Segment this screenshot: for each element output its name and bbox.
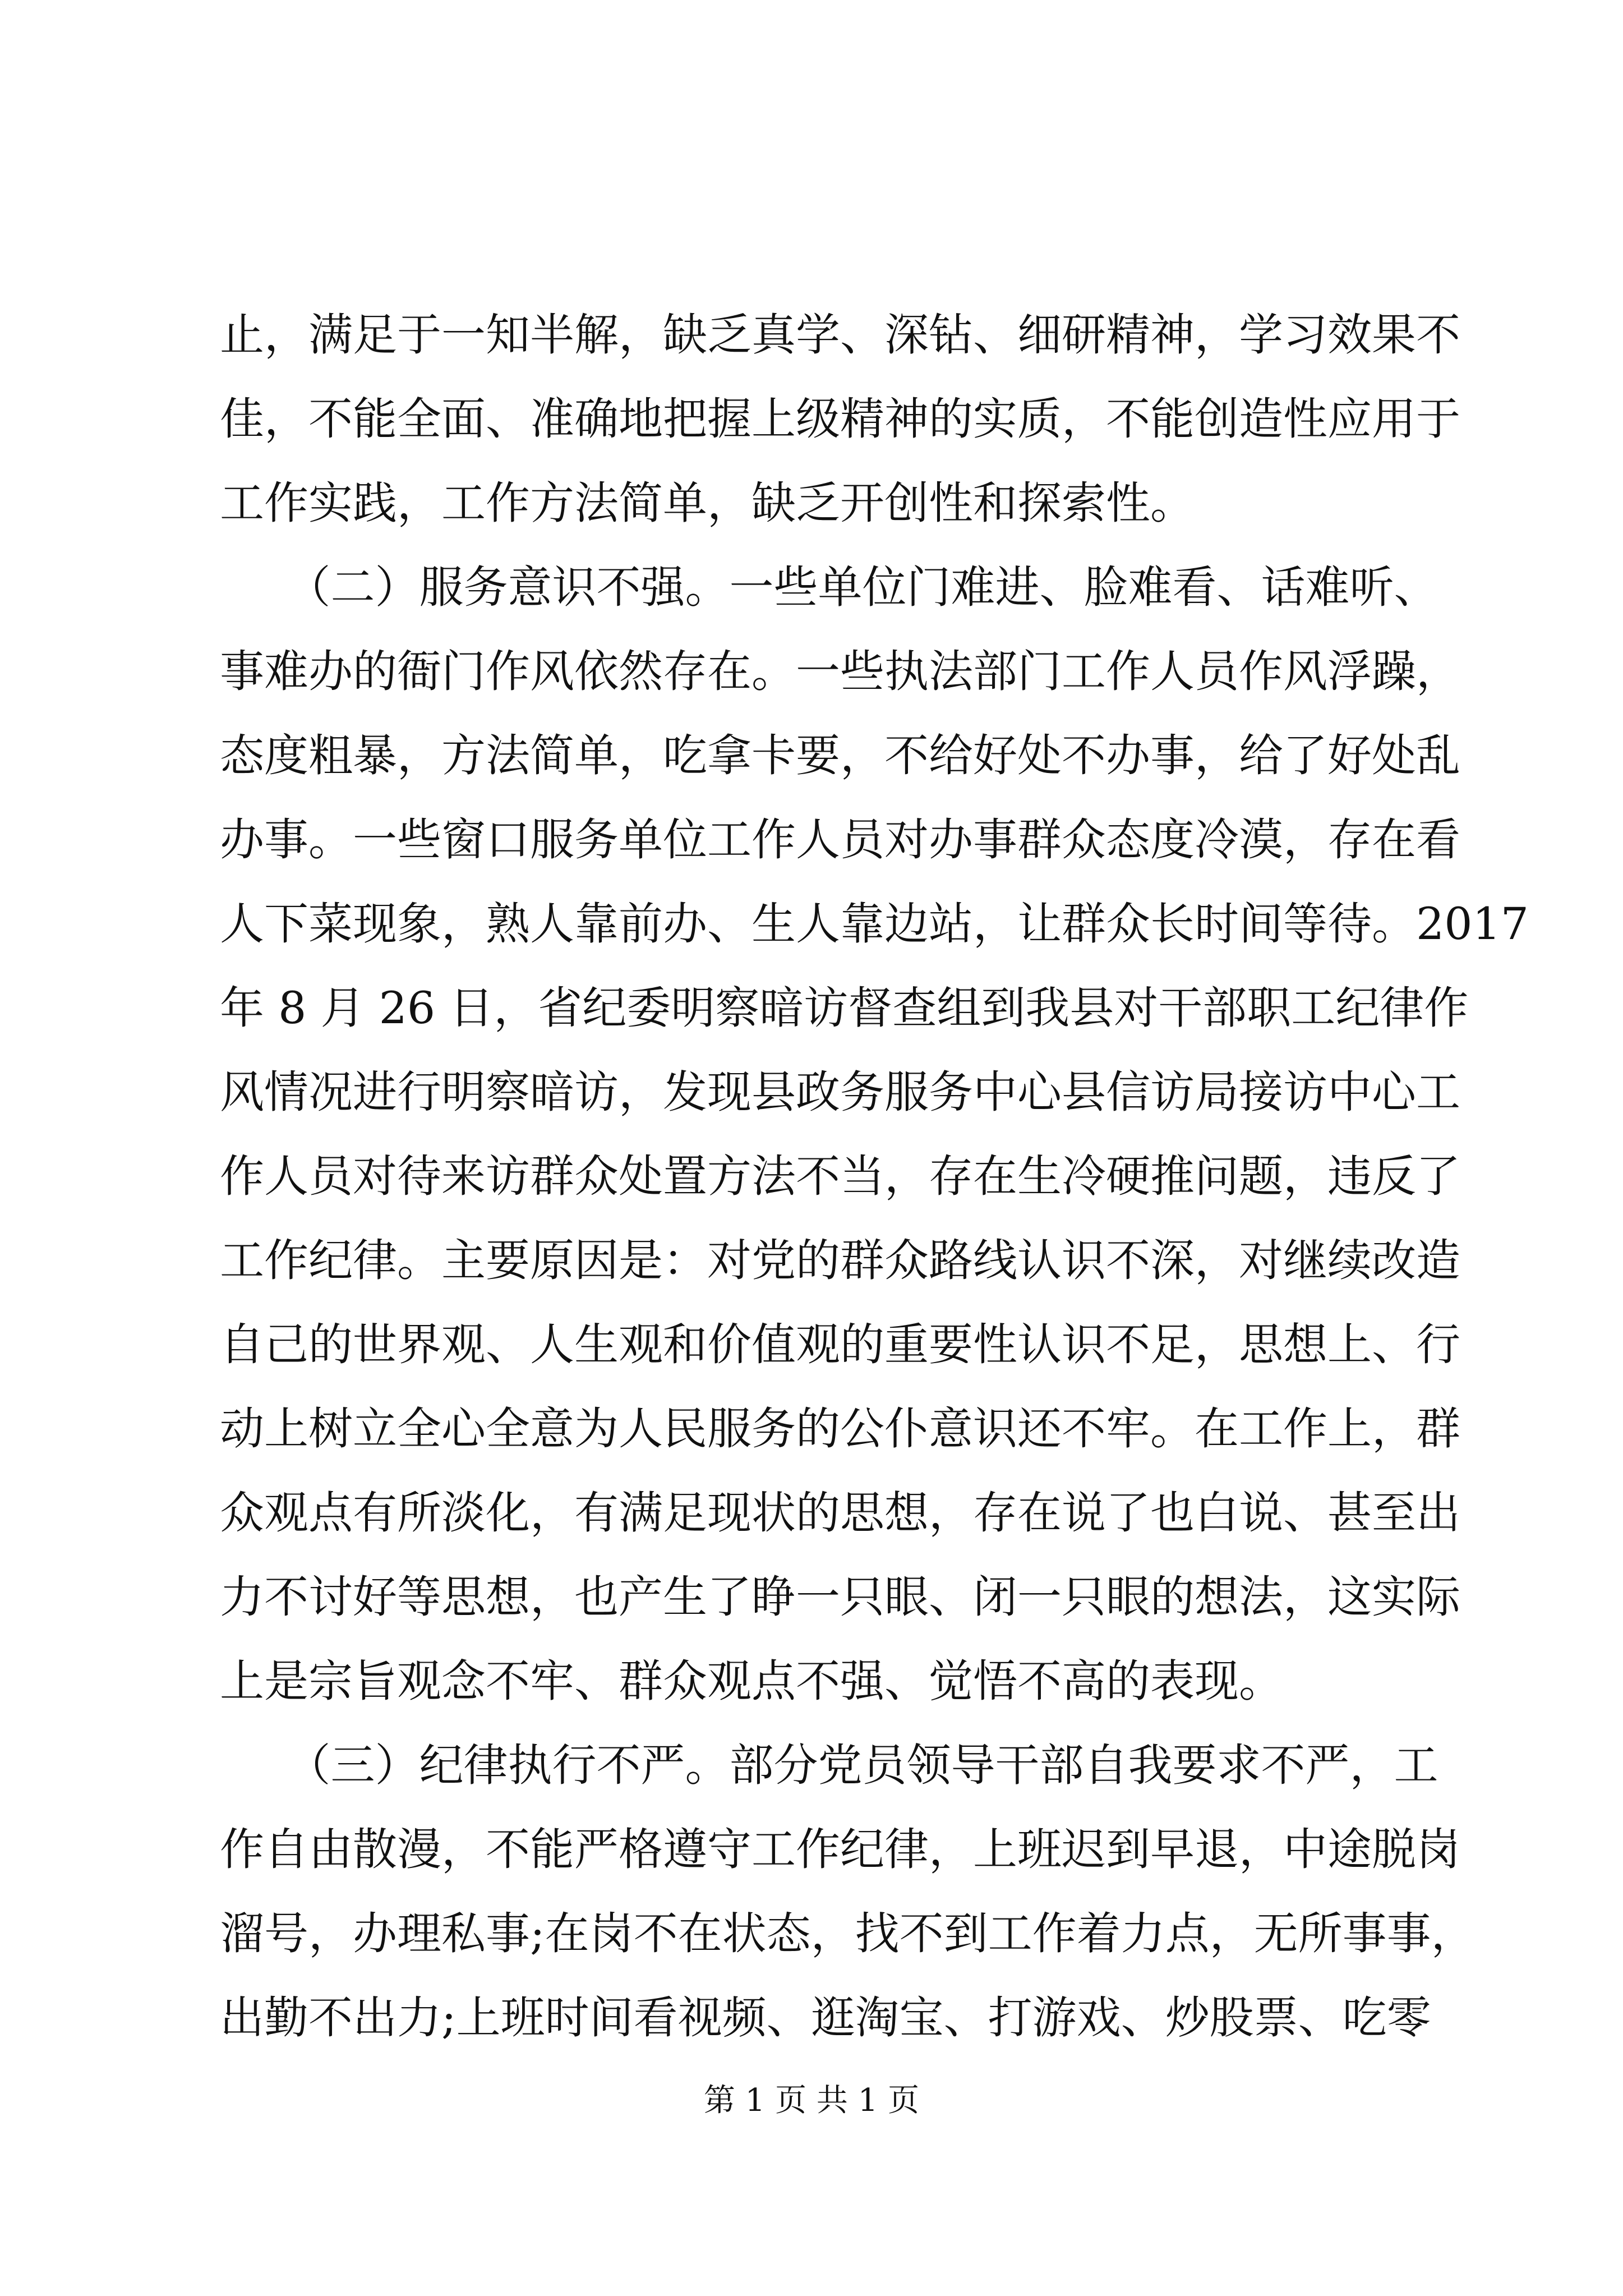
text-line: 事难办的衙门作风依然存在。一些执法部门工作人员作风浮躁，	[220, 646, 1460, 697]
text-line: 动上树立全心全意为人民服务的公仆意识还不牢。在工作上，群	[220, 1403, 1460, 1455]
text-line: 众观点有所淡化，有满足现状的思想，存在说了也白说、甚至出	[220, 1487, 1460, 1539]
text-line: 作自由散漫，不能严格遵守工作纪律，上班迟到早退，中途脱岗	[220, 1824, 1460, 1875]
text-line: 工作实践，工作方法简单，缺乏开创性和探索性。	[220, 477, 1195, 529]
text-line: 年 8 月 26 日，省纪委明察暗访督查组到我县对干部职工纪律作	[220, 982, 1469, 1034]
text-line: （三）纪律执行不严。部分党员领导干部自我要求不严，工	[220, 1740, 1438, 1791]
text-line: 佳，不能全面、准确地把握上级精神的实质，不能创造性应用于	[220, 393, 1460, 445]
text-line: 工作纪律。主要原因是：对党的群众路线认识不深，对继续改造	[220, 1235, 1460, 1286]
text-line: 力不讨好等思想，也产生了睁一只眼、闭一只眼的想法，这实际	[220, 1571, 1460, 1623]
text-line: 自己的世界观、人生观和价值观的重要性认识不足，思想上、行	[220, 1319, 1460, 1370]
text-line: 溜号，办理私事;在岗不在状态，找不到工作着力点，无所事事，	[220, 1908, 1476, 1959]
text-line: 出勤不出力;上班时间看视频、逛淘宝、打游戏、炒股票、吃零	[220, 1992, 1431, 2044]
page-footer: 第 1 页 共 1 页	[703, 2082, 920, 2119]
text-line: 作人员对待来访群众处置方法不当，存在生冷硬推问题，违反了	[220, 1151, 1460, 1202]
text-line: 上是宗旨观念不牢、群众观点不强、觉悟不高的表现。	[220, 1655, 1283, 1707]
text-line: 风情况进行明察暗访，发现县政务服务中心县信访局接访中心工	[220, 1066, 1460, 1118]
text-line: 止，满足于一知半解，缺乏真学、深钻、细研精神，学习效果不	[220, 309, 1460, 361]
text-line: 态度粗暴，方法简单，吃拿卡要，不给好处不办事，给了好处乱	[220, 730, 1460, 781]
text-line: 人下菜现象，熟人靠前办、生人靠边站，让群众长时间等待。2017	[220, 898, 1529, 950]
text-line: 办事。一些窗口服务单位工作人员对办事群众态度冷漠，存在看	[220, 814, 1460, 866]
text-line: （二）服务意识不强。一些单位门难进、脸难看、话难听、	[220, 562, 1438, 613]
